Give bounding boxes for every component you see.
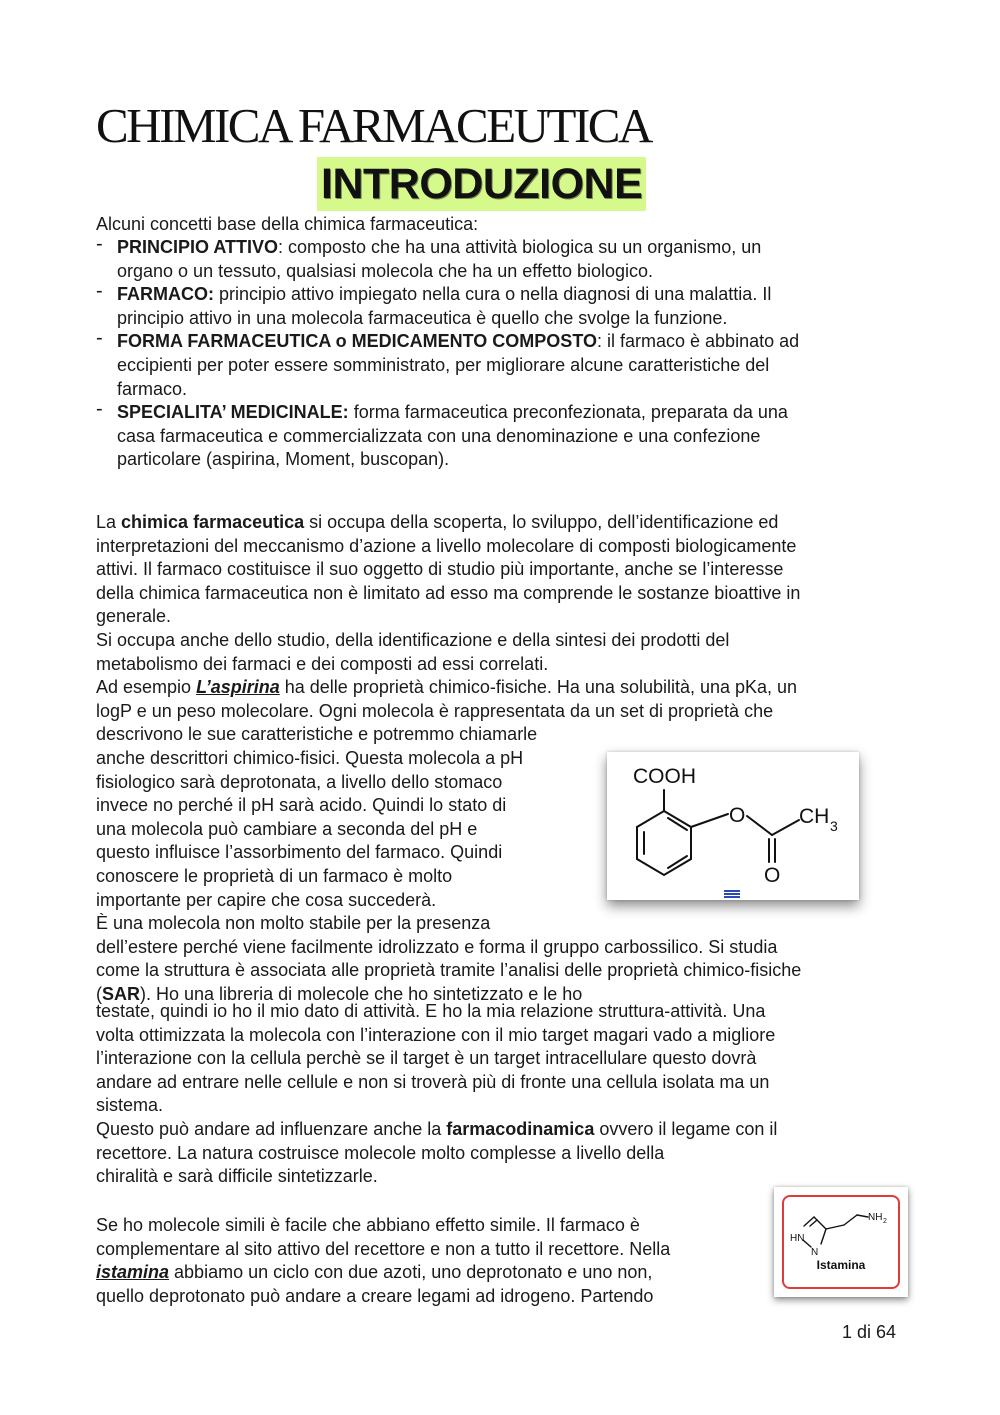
definitions-list bbox=[96, 233, 886, 472]
amine-label: NH bbox=[868, 1212, 883, 1223]
definition-item: - FORMA FARMACEUTICA o MEDICAMENTO COMPOSTO: il farmaco è abbinato ad eccipienti per poter essere somministrato, per migliorare alcune caratteristiche del farmaco. bbox=[96, 327, 800, 399]
section-heading: INTRODUZIONE bbox=[321, 160, 643, 208]
n-label: N bbox=[811, 1247, 819, 1258]
figure-anchor-icon bbox=[724, 890, 740, 898]
aspirin-structure-figure bbox=[607, 752, 859, 900]
definition-term: PRINCIPIO ATTIVO bbox=[117, 237, 279, 257]
intro-text: Alcuni concetti base della chimica farmaceutica: bbox=[96, 214, 479, 234]
methyl-subscript: 3 bbox=[830, 818, 838, 834]
list-dash: - bbox=[96, 327, 103, 350]
aspirin-structure-diagram bbox=[607, 752, 859, 900]
definition-term: SPECIALITA’ MEDICINALE: bbox=[117, 402, 349, 423]
definition-item: - FARMACO: principio attivo impiegato nella cura o nella diagnosi di una malattia. Il principio attivo in una molecola farmaceutica è quello che svolge la funzione. bbox=[96, 280, 772, 328]
document-title: CHIMICA FARMACEUTICA bbox=[96, 98, 651, 153]
definition-term: FARMACO: bbox=[117, 284, 214, 305]
aspirina-term: L’aspirina bbox=[196, 677, 280, 698]
paragraph-istamina: Se ho molecole simili è facile che abbiano effetto simile. Il farmaco è complementare al sito attivo del recettore e non a tutto il recettore. Nella istamina abbiamo un ciclo con due azoti, uno deprotonato e uno non, quello deprotonato può andare a creare legami ad idrogeno. Partendo bbox=[96, 1215, 671, 1306]
ester-oxygen-label: O bbox=[729, 804, 746, 827]
page-number: 1 di 64 bbox=[842, 1322, 897, 1342]
list-dash: - bbox=[96, 233, 103, 255]
paragraph-sar: testate, quindi io ho il mio dato di attività. E ho la mia relazione struttura-attività. Una volta ottimizzata la molecola con l’interazione con il mio target magari vado a migliore l’interazione con la cellula perchè se il target è un target intracellulare questo dovrà andare ad entrare nelle cellule e non si troverà più di fronte una cellula isolata ma un sistema. Questo può andare ad influenzare anche la farmacodinamica ovvero il legame con il recettore. La natura costruisce molecole molto complesse a livello della chiralità e sarà difficile sintetizzarle. bbox=[96, 1001, 778, 1187]
bold-term: chimica farmaceutica bbox=[121, 512, 305, 532]
istamina-caption: Istamina bbox=[816, 1258, 866, 1272]
definition-item: - PRINCIPIO ATTIVO: composto che ha una attività biologica su un organismo, un organo o un tessuto, qualsiasi molecola che ha un effetto biologico. bbox=[96, 233, 762, 281]
cooh-label: COOH bbox=[633, 765, 696, 788]
carbonyl-oxygen-label: O bbox=[764, 864, 781, 887]
section-heading-highlight bbox=[317, 157, 646, 211]
hn-label: HN bbox=[790, 1233, 805, 1244]
list-dash: - bbox=[96, 280, 103, 303]
paragraph-chimica: La chimica farmaceutica si occupa della scoperta, lo sviluppo, dell’identificazione ed interpretazioni del meccanismo d’azione a livello molecolare di composti biologicamente attivi. Il farmaco costituisce il suo oggetto di studio più importante, anche se l’interesse della chimica farmaceutica non è limitato ad esso ma comprende le sostanze bioattive in generale. Si occupa anche dello studio, della identificazione e della sintesi dei prodotti del metabolismo dei farmaci e dei composti ad essi correlati. Ad esempio L’aspirina ha delle proprietà chimico-fisiche. Ha una solubilità, una pKa, un logP e un peso molecolare. Ogni molecola è rappresentata da un set di proprietà che descrivono le sue caratteristiche e potremmo chiamarle anche descrittori chimico-fisici. Questa molecola a pH fisiologico sarà deprotonata, a livello dello stomaco invece no perché il pH sarà acido. Quindi lo stato di una molecola può cambiare a seconda del pH e questo influisce l’assorbimento del farmaco. Quindi conoscere le proprietà di un farmaco è molto importante per capire che cosa succederà. È una molecola non molto stabile per la presenza dell’estere perché viene facilmente idrolizzato e forma il gruppo carbossilico. Si studia come la struttura è associata alle proprietà tramite l’analisi delle proprietà chimico-fisiche (SAR). Ho una libreria di molecole che ho sintetizzato e le ho bbox=[96, 512, 802, 1004]
definition-item: - SPECIALITA’ MEDICINALE: forma farmaceutica preconfezionata, preparata da una casa farmaceutica e commercializzata con una denominazione e una confezione particolare (aspirina, Moment, buscopan). bbox=[96, 398, 788, 470]
istamina-term: istamina bbox=[96, 1262, 170, 1283]
list-dash: - bbox=[96, 398, 103, 421]
bold-term: SAR bbox=[102, 983, 141, 1004]
bold-term: farmacodinamica bbox=[446, 1118, 595, 1139]
istamina-structure-diagram bbox=[774, 1187, 908, 1297]
methyl-label: CH bbox=[799, 805, 830, 828]
definition-term: FORMA FARMACEUTICA o MEDICAMENTO COMPOSTO bbox=[117, 331, 597, 352]
amine-subscript: 2 bbox=[883, 1218, 887, 1225]
istamina-structure-figure bbox=[774, 1187, 908, 1297]
